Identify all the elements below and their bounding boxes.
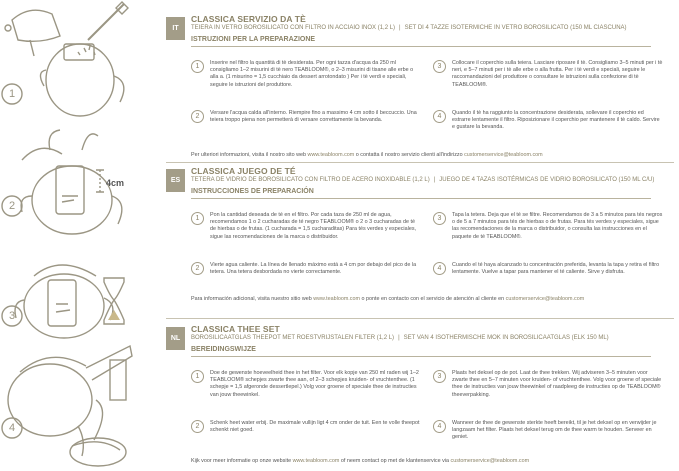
contact-footer: [191, 458, 529, 464]
section-title: CLASSICA JUEGO DE TÉ: [191, 166, 296, 176]
footer-text: Per ulteriori informazioni, visita il nostro sito web: [191, 152, 308, 158]
subtitle-separator: |: [399, 25, 401, 31]
teapot-lid-illustration: [5, 10, 60, 56]
website-link[interactable]: www.teabloom.com: [307, 152, 355, 158]
illus-label-3: 3: [8, 310, 16, 322]
hourglass-icon: [104, 278, 124, 324]
subtitle-cups: SET VAN 4 ISOTHERMISCHE MOK IN BOROSILICAATGLAS (ELK 150 ML): [403, 335, 609, 341]
subtitle-cups: SET DI 4 TAZZE ISOTERMICHE IN VETRO BOROSILICATO (150 ML CIASCUNA): [404, 25, 627, 31]
lang-badge-nl: NL: [166, 327, 185, 350]
illus-label-2: 2: [8, 200, 16, 212]
step-text: Inserire nel filtro la quantità di tè desiderata. Per ogni tazza d'acqua da 250 ml consigliamo 1–2 misurini di tè nero TEABLOOM®, o 2–3 misurini di tisane alle erbe o alla a. (1 misurino = 1,5 cucchiaio da dessert arrotondato ) Per i tè verdi e speciali, seguire le istruzioni del produttore.: [210, 60, 414, 88]
step-2: [191, 420, 421, 434]
step-number: 3: [433, 370, 446, 383]
section-subtitle: [191, 25, 674, 31]
section-divider: [166, 318, 674, 319]
instruction-illustrations: [0, 0, 140, 471]
footer-text: Kijk voor meer informatie op onze website: [191, 458, 293, 464]
step-number: 4: [433, 420, 446, 433]
step-number: 1: [191, 60, 204, 73]
section-header: [191, 14, 674, 47]
email-link[interactable]: customerservice@teabloom.com: [464, 152, 543, 158]
illus-label-1: 1: [8, 88, 16, 100]
step-number: 3: [433, 60, 446, 73]
instructions-heading: BEREIDINGSWIJZE: [191, 346, 651, 357]
step-number: 2: [191, 262, 204, 275]
step-text: Schenk heet water erbij. De maximale vullijn ligt 4 cm onder de tuit. Een te volle theepot schenkt niet goed.: [210, 420, 420, 434]
step-4: [433, 110, 663, 132]
website-link[interactable]: www.teabloom.com: [313, 296, 360, 302]
step-text: Vierte agua caliente. La línea de llenado máximo está a 4 cm por debajo del pico de la tetera. Una tetera desbordada no vierte correctamente.: [210, 262, 417, 276]
step-4: [433, 262, 663, 276]
teapot-illustration-4: [8, 346, 132, 466]
step-text: Quando il tè ha raggiunto la concentrazione desiderata, sollevare il coperchio ed estrarre lentamente il filtro. Riposizionare il coperchio per mantenere il tè caldo. Servire e gustare la bevanda.: [452, 110, 660, 131]
step-3: [433, 212, 663, 241]
subtitle-cups: JUEGO DE 4 TAZAS ISOTÉRMICAS DE VIDRIO BOROSILICATO (150 ML C/U): [439, 177, 655, 183]
section-subtitle: [191, 335, 674, 341]
step-number: 4: [433, 110, 446, 123]
instructions-heading: INSTRUCCIONES DE PREPARACIÓN: [191, 188, 651, 199]
step-4: [433, 420, 663, 442]
step-1: [191, 212, 421, 241]
subtitle-separator: |: [398, 335, 400, 341]
subtitle-teapot: BOROSILICAATGLAS THEEPOT MET ROESTVRIJSTALEN FILTER (1,2 L): [191, 335, 395, 341]
step-text: Pon la cantidad deseada de té en el filtro. Por cada taza de 250 ml de agua, recomendamos 1 o 2 cucharadas de té negro TEABLOOM® o 2 o 3 cucharadas de té de hierbas o de frutas. (1 cucharada = 1,5 cucharaditas) Para tés verdes y especiales, sigue las recomendaciones de la marca o distribuidor.: [210, 212, 417, 240]
section-subtitle: [191, 177, 674, 183]
fill-line-measure: 4cm: [106, 178, 125, 188]
step-text: Tapa la tetera. Deja que el té se filtre. Recomendamos de 3 a 5 minutos para tés negros o de 5 a 7 minutos para tés de hierbas o de frutas. Para tés verdes y especiales, sigue las recomendaciones de la marca o distribuidor, o consulta las instrucciones en el paquete de té TEABLOOM®.: [452, 212, 663, 240]
step-1: [191, 60, 421, 89]
contact-footer: [191, 152, 543, 158]
step-1: [191, 370, 421, 399]
footer-text-mid: o ponte en contacto con el servicio de atención al cliente en: [360, 296, 506, 302]
section-divider: [166, 162, 674, 163]
instructions-heading: ISTRUZIONI PER LA PREPARAZIONE: [191, 36, 651, 47]
section-title: CLASSICA THEE SET: [191, 324, 280, 334]
step-text: Versare l'acqua calda all'interno. Riempire fino a massimo 4 cm sotto il beccuccio. Una teiera troppo piena non permetterà di versare correttamente la bevanda.: [210, 110, 417, 124]
step-number: 1: [191, 212, 204, 225]
step-number: 4: [433, 262, 446, 275]
footer-text: Para información adicional, visita nuestro sitio web: [191, 296, 314, 302]
section-title: CLASSICA SERVIZIO DA TÈ: [191, 14, 306, 24]
email-link[interactable]: customerservice@teabloom.com: [450, 458, 530, 464]
step-text: Cuando el té haya alcanzado tu concentración preferida, levanta la tapa y retira el filtro lentamente. Vuelve a tapar para mantener el té caliente. Sirve y disfruta.: [452, 262, 660, 276]
lang-badge-es: ES: [166, 169, 185, 192]
teapot-illustration-3: [15, 265, 113, 338]
footer-text-mid: of neem contact op met de klantenservice via: [339, 458, 451, 464]
step-number: 1: [191, 370, 204, 383]
step-text: Plaats het deksel op de pot. Laat de thee trekken. Wij adviseren 3–5 minuten voor zwarte thee en 5–7 minuten voor kruiden- of vruchtenthee. Volg voor groene of speciale thee de instructies van jouw theewinkel of raadpleeg de instructies op de TEABLOOM® theeverpakking.: [452, 370, 662, 398]
step-number: 2: [191, 110, 204, 123]
illus-label-4: 4: [8, 422, 16, 434]
step-text: Wanneer de thee de gewenste sterkte heeft bereikt, til je het deksel op en verwijder je langzaam het filter. Plaats het deksel terug om de thee warm te houden. Serveer en geniet.: [452, 420, 657, 441]
step-number: 2: [191, 420, 204, 433]
step-text: Doe de gewenste hoeveelheid thee in het filter. Voor elk kopje van 250 ml raden wij 1–2 TEABLOOM® schepjes zwarte thee aan, of 2–3 schepjes kruiden- of vruchtenthee. (1 schepje = 1,5 afgeronde dessertlepel.) Volg voor groene of speciale thee de instructies van jouw theewinkel.: [210, 370, 419, 398]
lang-badge-it: IT: [166, 17, 185, 40]
step-2: [191, 262, 421, 276]
section-header: [191, 324, 674, 357]
email-link[interactable]: customerservice@teabloom.com: [505, 296, 585, 302]
step-text: Collocare il coperchio sulla teiera. Lasciare riposare il tè. Consigliamo 3–5 minuti per i tè neri, e 5–7 minuti per i tè alle erbe o alla frutta. Per i tè verdi e speciali, seguire le raccomandazioni del produttore o consultare le istruzioni sulla confezione di tè TEABLOOM®.: [452, 60, 663, 88]
subtitle-separator: |: [433, 177, 436, 183]
section-header: [191, 166, 674, 199]
step-3: [433, 60, 663, 89]
contact-footer: [191, 296, 584, 302]
footer-text-mid: o contatta il nostro servizio clienti all'indirizzo: [354, 152, 465, 158]
step-2: [191, 110, 421, 124]
subtitle-teapot: TETERA DE VIDRIO DE BOROSILICATO CON FILTRO DE ACERO INOXIDABLE (1,2 L): [191, 177, 430, 183]
step-3: [433, 370, 663, 399]
subtitle-teapot: TEIERA IN VETRO BOROSILICATO CON FILTRO IN ACCIAIO INOX (1,2 L): [191, 25, 396, 31]
step-number: 3: [433, 212, 446, 225]
website-link[interactable]: www.teabloom.com: [292, 458, 340, 464]
